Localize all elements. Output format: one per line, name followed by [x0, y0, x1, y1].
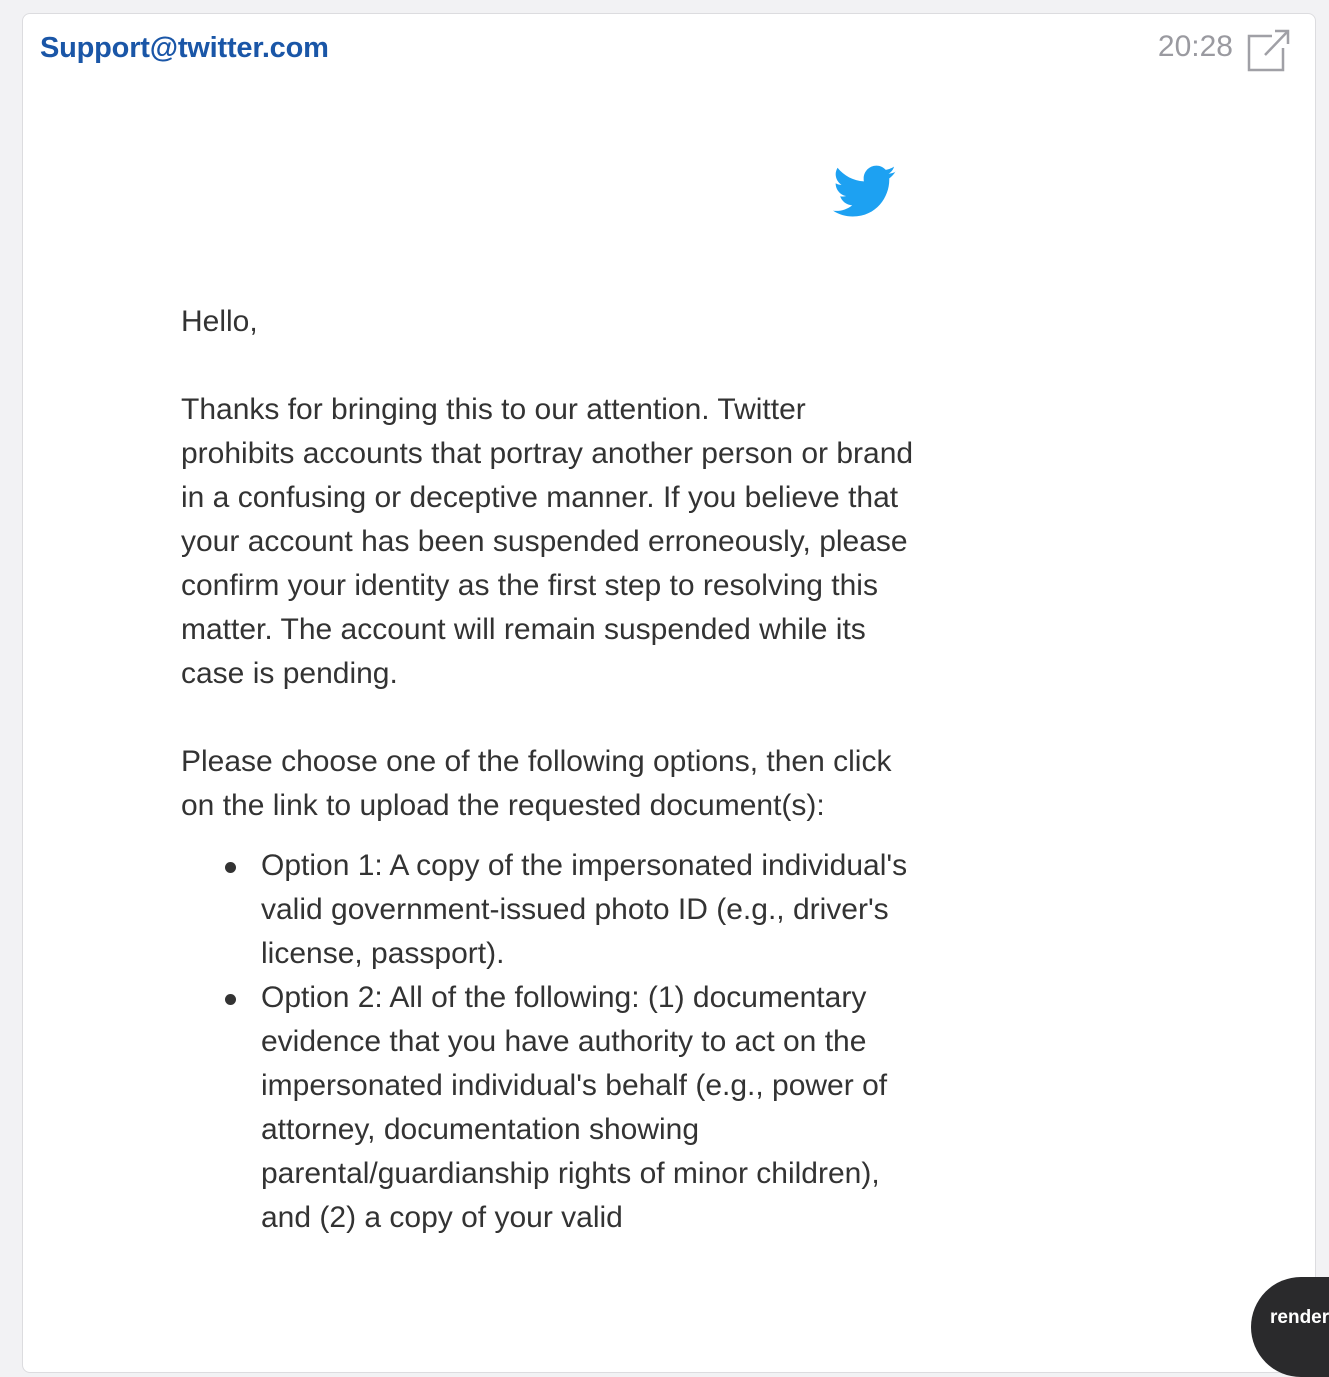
message-time: 20:28: [1157, 30, 1233, 63]
message-body: [181, 300, 921, 1240]
render-badge[interactable]: render: [1251, 1277, 1329, 1377]
paragraph-instructions: Please choose one of the following options, then click on the link to upload the requested document(s):: [181, 745, 892, 822]
list-item-option-2: Option 2: All of the following: (1) documentary evidence that you have authority to act on the impersonated individual's behalf (e.g., power of attorney, documentation showing parental/guardianship rights of minor children), and (2) a copy of your valid: [261, 976, 921, 1240]
open-external-icon[interactable]: [1245, 28, 1291, 74]
options-list: [181, 844, 921, 1240]
email-message-card: [22, 13, 1316, 1373]
paragraph-suspension-notice: Thanks for bringing this to our attention. Twitter prohibits accounts that portray another person or brand in a confusing or deceptive manner. If you believe that your account has been suspended erroneously, please confirm your identity as the first step to resolving this matter. The account will remain suspended while its case is pending.: [181, 393, 914, 690]
greeting-text: Hello,: [181, 305, 258, 338]
twitter-bird-icon: [833, 164, 897, 220]
list-item-option-1: Option 1: A copy of the impersonated individual's valid government-issued photo ID (e.g., driver's license, passport).: [261, 844, 921, 976]
sender-address[interactable]: Support@twitter.com: [40, 32, 329, 64]
